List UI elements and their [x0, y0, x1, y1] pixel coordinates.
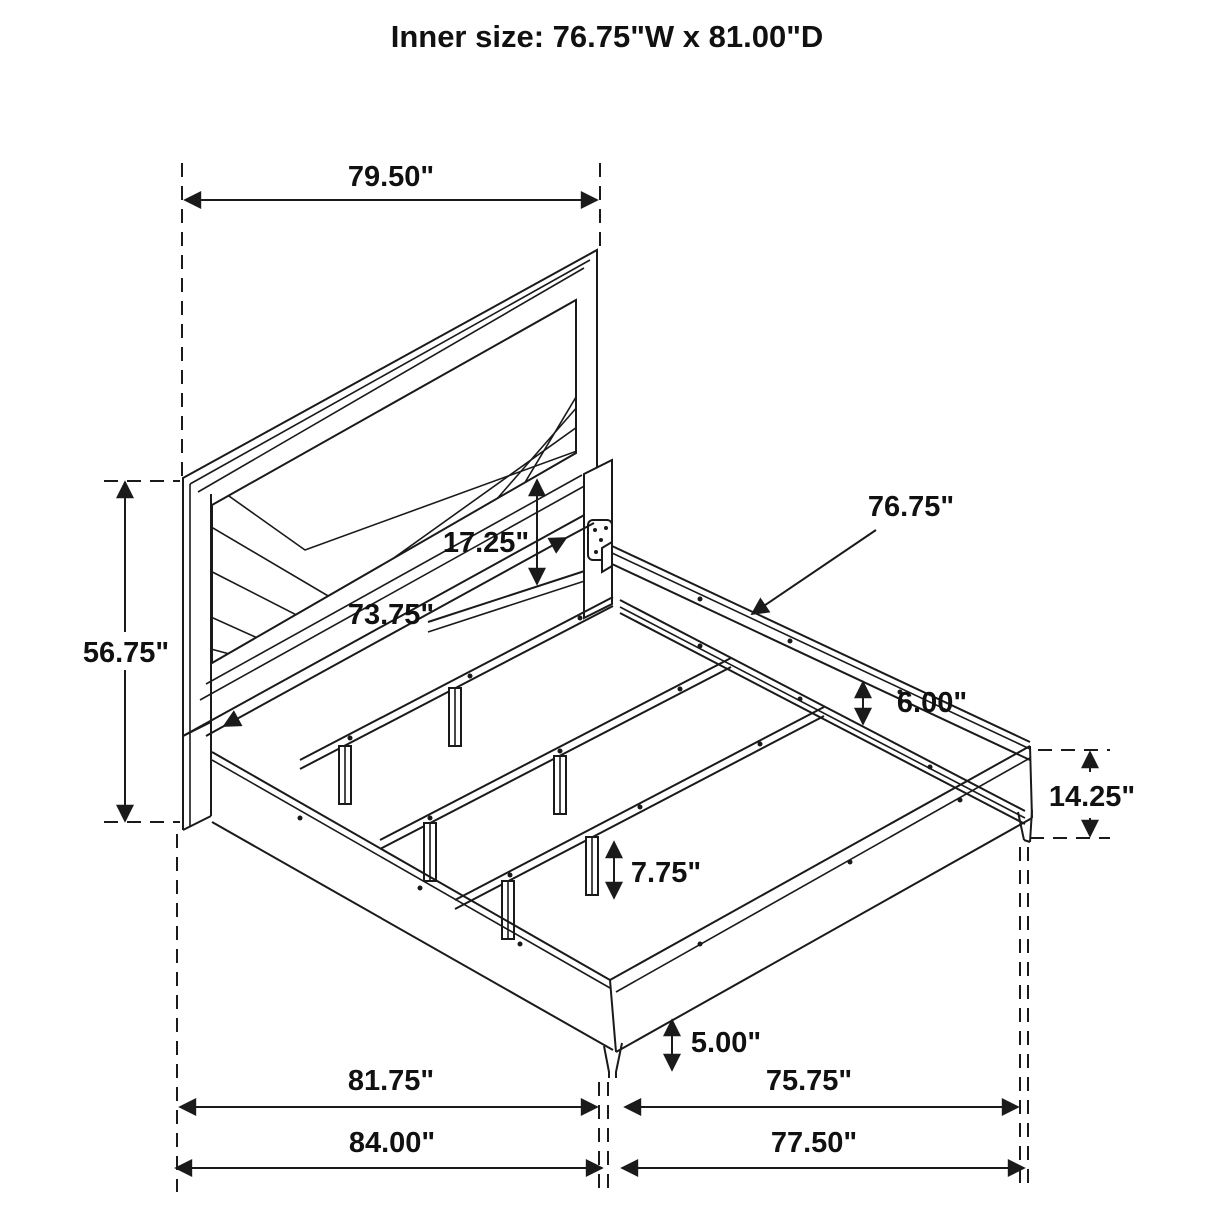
- dim-label-base-depth-inner: 81.75": [347, 1065, 435, 1097]
- dim-label-panel-to-rail: 17.25": [442, 527, 530, 559]
- dim-corner-leg-height: [672, 1020, 761, 1070]
- dim-label-headboard-height: 56.75": [82, 637, 170, 669]
- dim-label-rail-gap: 6.00": [896, 687, 968, 719]
- front-corner-leg: [604, 1043, 622, 1078]
- support-leg: [449, 688, 461, 746]
- dim-base-depth-outer: [176, 1127, 602, 1168]
- dim-side-rail-height: [1049, 752, 1135, 836]
- support-leg: [586, 837, 598, 895]
- dim-label-slat-rail-length: 76.75": [867, 491, 955, 523]
- diagram-title: Inner size: 76.75"W x 81.00"D: [390, 19, 824, 54]
- dim-center-leg-height: [614, 842, 701, 898]
- dim-label-base-depth-outer: 84.00": [348, 1127, 436, 1159]
- support-leg: [554, 756, 566, 814]
- dim-label-side-rail-height: 14.25": [1048, 781, 1136, 813]
- headboard-right-post: [584, 460, 612, 618]
- dim-label-corner-leg-height: 5.00": [690, 1027, 762, 1059]
- slat-rail-front: [455, 707, 824, 939]
- support-leg: [424, 823, 436, 881]
- footboard: [604, 746, 1032, 1078]
- right-side-rail: [602, 542, 1030, 760]
- dim-label-center-leg-height: 7.75": [630, 857, 702, 889]
- left-side-rail: [212, 752, 613, 1050]
- dim-slat-rail-length: [752, 491, 954, 614]
- dim-label-base-width-outer: 77.50": [770, 1127, 858, 1159]
- dim-base-width-inner: [625, 1065, 1018, 1107]
- dim-base-depth-inner: [180, 1065, 597, 1107]
- dim-headboard-height: [70, 482, 182, 821]
- dim-label-headboard-width: 79.50": [347, 161, 435, 193]
- support-leg: [339, 746, 351, 804]
- dim-label-base-width-inner: 75.75": [765, 1065, 853, 1097]
- dim-headboard-width: [185, 161, 597, 200]
- dim-base-width-outer: [622, 1127, 1024, 1168]
- dim-label-headboard-inner-width: 73.75": [347, 599, 435, 631]
- rail-end-cap: [602, 542, 612, 572]
